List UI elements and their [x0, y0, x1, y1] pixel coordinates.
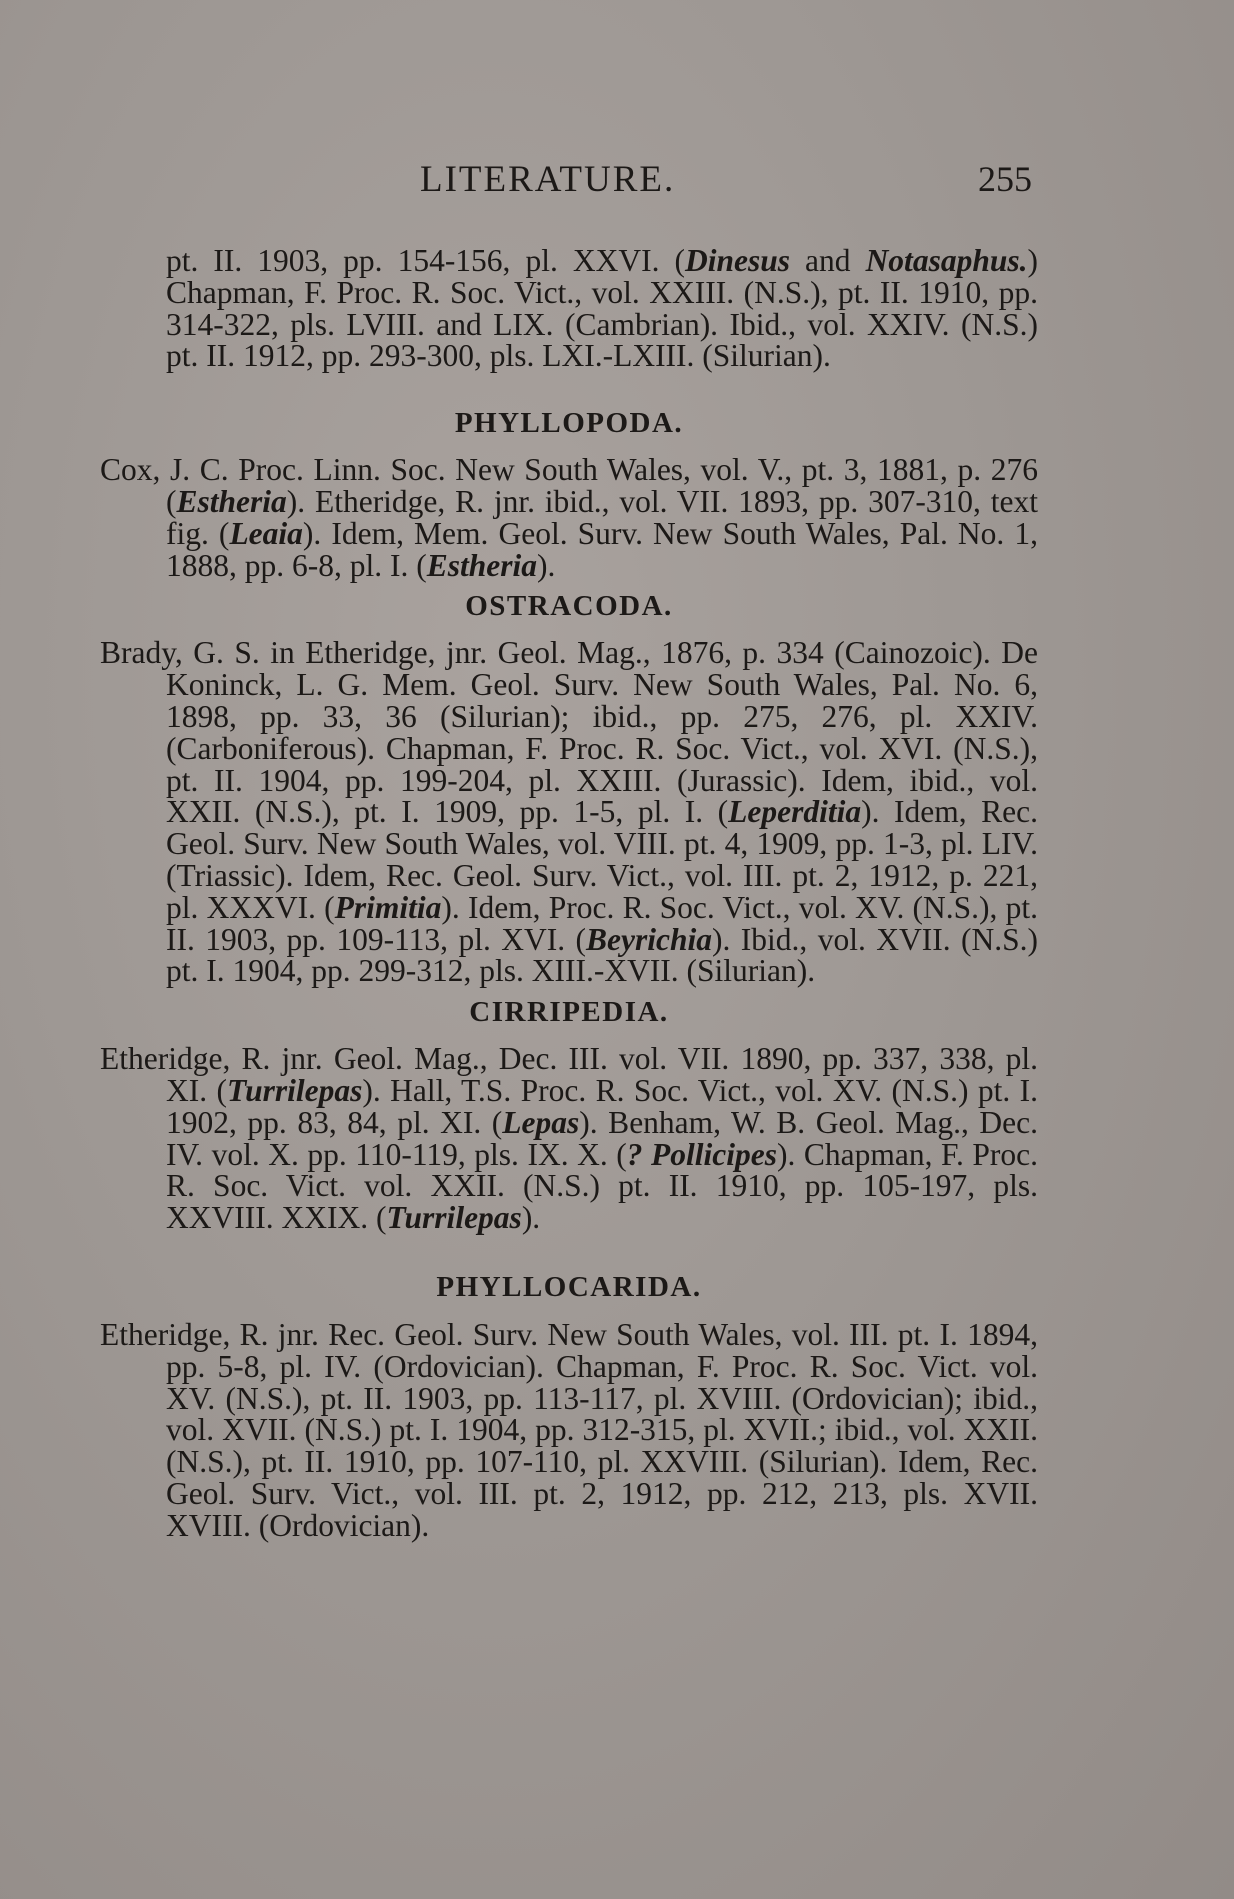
citation-text: Etheridge, R. jnr. Geol. Mag., Dec. III. vol. VII. 1890, pp. 337, 338, pl. XI. (: [100, 1041, 1038, 1108]
taxon-name: Turrilepas: [386, 1200, 522, 1236]
citation-text: Etheridge, R. jnr. Rec. Geol. Surv. New South Wales, vol. III. pt. I. 1894, pp. 5-8, pl. IV. (Ordovician). Chapman, F. Proc. R. Soc. Vict. vol. XV. (N.S.), pt. II. 1903, pp. 113-117, pl. XVIII. (Ordovician); ibid., vol. XVII. (N.S.) pt. I. 1904, pp. 312-315, pl. XVII.; ibid., vol. XXII. (N.S.), pt. II. 1910, pp. 107-110, pl. XXVIII. (Silurian). Idem, Rec. Geol. Surv. Vict., vol. III. pt. 2, 1912, pp. 212, 213, pls. XVII. XVIII. (Ordovician).: [100, 1316, 1038, 1543]
taxon-name: Lepas: [502, 1104, 580, 1140]
taxon-name: Turrilepas: [227, 1072, 363, 1108]
bibliography-entry-ostracoda: [100, 637, 1038, 987]
taxon-name: Primitia: [334, 889, 442, 925]
taxon-name: Leaia: [229, 515, 303, 551]
taxon-name: Leperditia: [728, 794, 862, 830]
citation-text: ). Hall, T.S. Proc. R. Soc. Vict., vol. XV. (N.S.) pt. I. 1902, pp. 83, 84, pl. XI. (: [166, 1072, 1038, 1140]
taxon-name: Dinesus: [684, 243, 791, 278]
section-heading-phyllopoda: PHYLLOPODA.: [454, 407, 684, 440]
citation-text: ). Idem, Rec. Geol. Surv. New South Wales, vol. VIII. pt. 4, 1909, pp. 1-3, pl. LIV. (Triassic). Idem, Rec. Geol. Surv. Vict., vol. III. pt. 2, 1912, p. 221, pl. XXXVI. (: [166, 794, 1039, 925]
bibliography-entry-phyllopoda: [100, 454, 1038, 581]
bibliography-entry-cirripedia: [100, 1043, 1038, 1234]
continued-paragraph: [100, 245, 1038, 372]
citation-text: Cox, J. C. Proc. Linn. Soc. New South Wales, vol. V., pt. 3, 1881, p. 276 (: [100, 452, 1038, 519]
page-number: 255: [978, 159, 1032, 199]
citation-text: and: [790, 243, 866, 278]
citation-text: ). Idem, Proc. R. Soc. Vict., vol. XV. (N.S.), pt. II. 1903, pp. 109-113, pl. XVI. (: [166, 889, 1038, 957]
citation-text: ).: [537, 547, 556, 583]
taxon-name: Estheria: [176, 483, 287, 519]
citation-text: pt. II. 1903, pp. 154-156, pl. XXVI. (: [166, 243, 685, 278]
page-title: LITERATURE.: [420, 159, 676, 200]
citation-text: ).: [521, 1200, 541, 1236]
citation-text: ). Etheridge, R. jnr. ibid., vol. VII. 1893, pp. 307-310, text fig. (: [166, 483, 1038, 551]
citation-text: ). Ibid., vol. XVII. (N.S.) pt. I. 1904, pp. 299-312, pls. XIII.-XVII. (Silurian).: [166, 921, 1038, 989]
bibliography-entry-phyllocarida: [100, 1316, 1038, 1543]
citation-text: ). Chapman, F. Proc. R. Soc. Vict. vol. XXII. (N.S.) pt. II. 1910, pp. 105-197, pls. XXVIII. XXIX. (: [166, 1136, 1038, 1236]
citation-text: ). Benham, W. B. Geol. Mag., Dec. IV. vol. X. pp. 110-119, pls. IX. X. (: [166, 1104, 1038, 1172]
citation-text: ) Chapman, F. Proc. R. Soc. Vict., vol. XXIII. (N.S.), pt. II. 1910, pp. 314-322, pls. LVIII. and LIX. (Cambrian). Ibid., vol. XXIV. (N.S.) pt. II. 1912, pp. 293-300, pls. LXI.-LXIII. (Silurian).: [166, 243, 1038, 374]
running-header: [0, 158, 1234, 208]
section-heading-ostracoda: OSTRACODA.: [465, 590, 673, 623]
page-body: [100, 245, 1038, 1542]
section-heading-cirripedia: CIRRIPEDIA.: [469, 996, 669, 1029]
taxon-name: Notasaphus.: [865, 243, 1028, 278]
section-heading-phyllocarida: PHYLLOCARIDA.: [436, 1270, 702, 1303]
citation-text: Brady, G. S. in Etheridge, jnr. Geol. Mag., 1876, p. 334 (Cainozoic). De Koninck, L. G. Mem. Geol. Surv. New South Wales, Pal. No. 6, 1898, pp. 33, 36 (Silurian); ibid., pp. 275, 276, pl. XXIV. (Carboniferous). Chapman, F. Proc. R. Soc. Vict., vol. XVI. (N.S.), pt. II. 1904, pp. 199-204, pl. XXIII. (Jurassic). Idem, ibid., vol. XXII. (N.S.), pt. I. 1909, pp. 1-5, pl. I. (: [100, 635, 1038, 830]
taxon-name: ? Pollicipes: [626, 1136, 777, 1172]
taxon-name: Estheria: [426, 547, 538, 583]
citation-text: ). Idem, Mem. Geol. Surv. New South Wales, Pal. No. 1, 1888, pp. 6-8, pl. I. (: [166, 515, 1039, 583]
taxon-name: Beyrichia: [586, 921, 713, 957]
